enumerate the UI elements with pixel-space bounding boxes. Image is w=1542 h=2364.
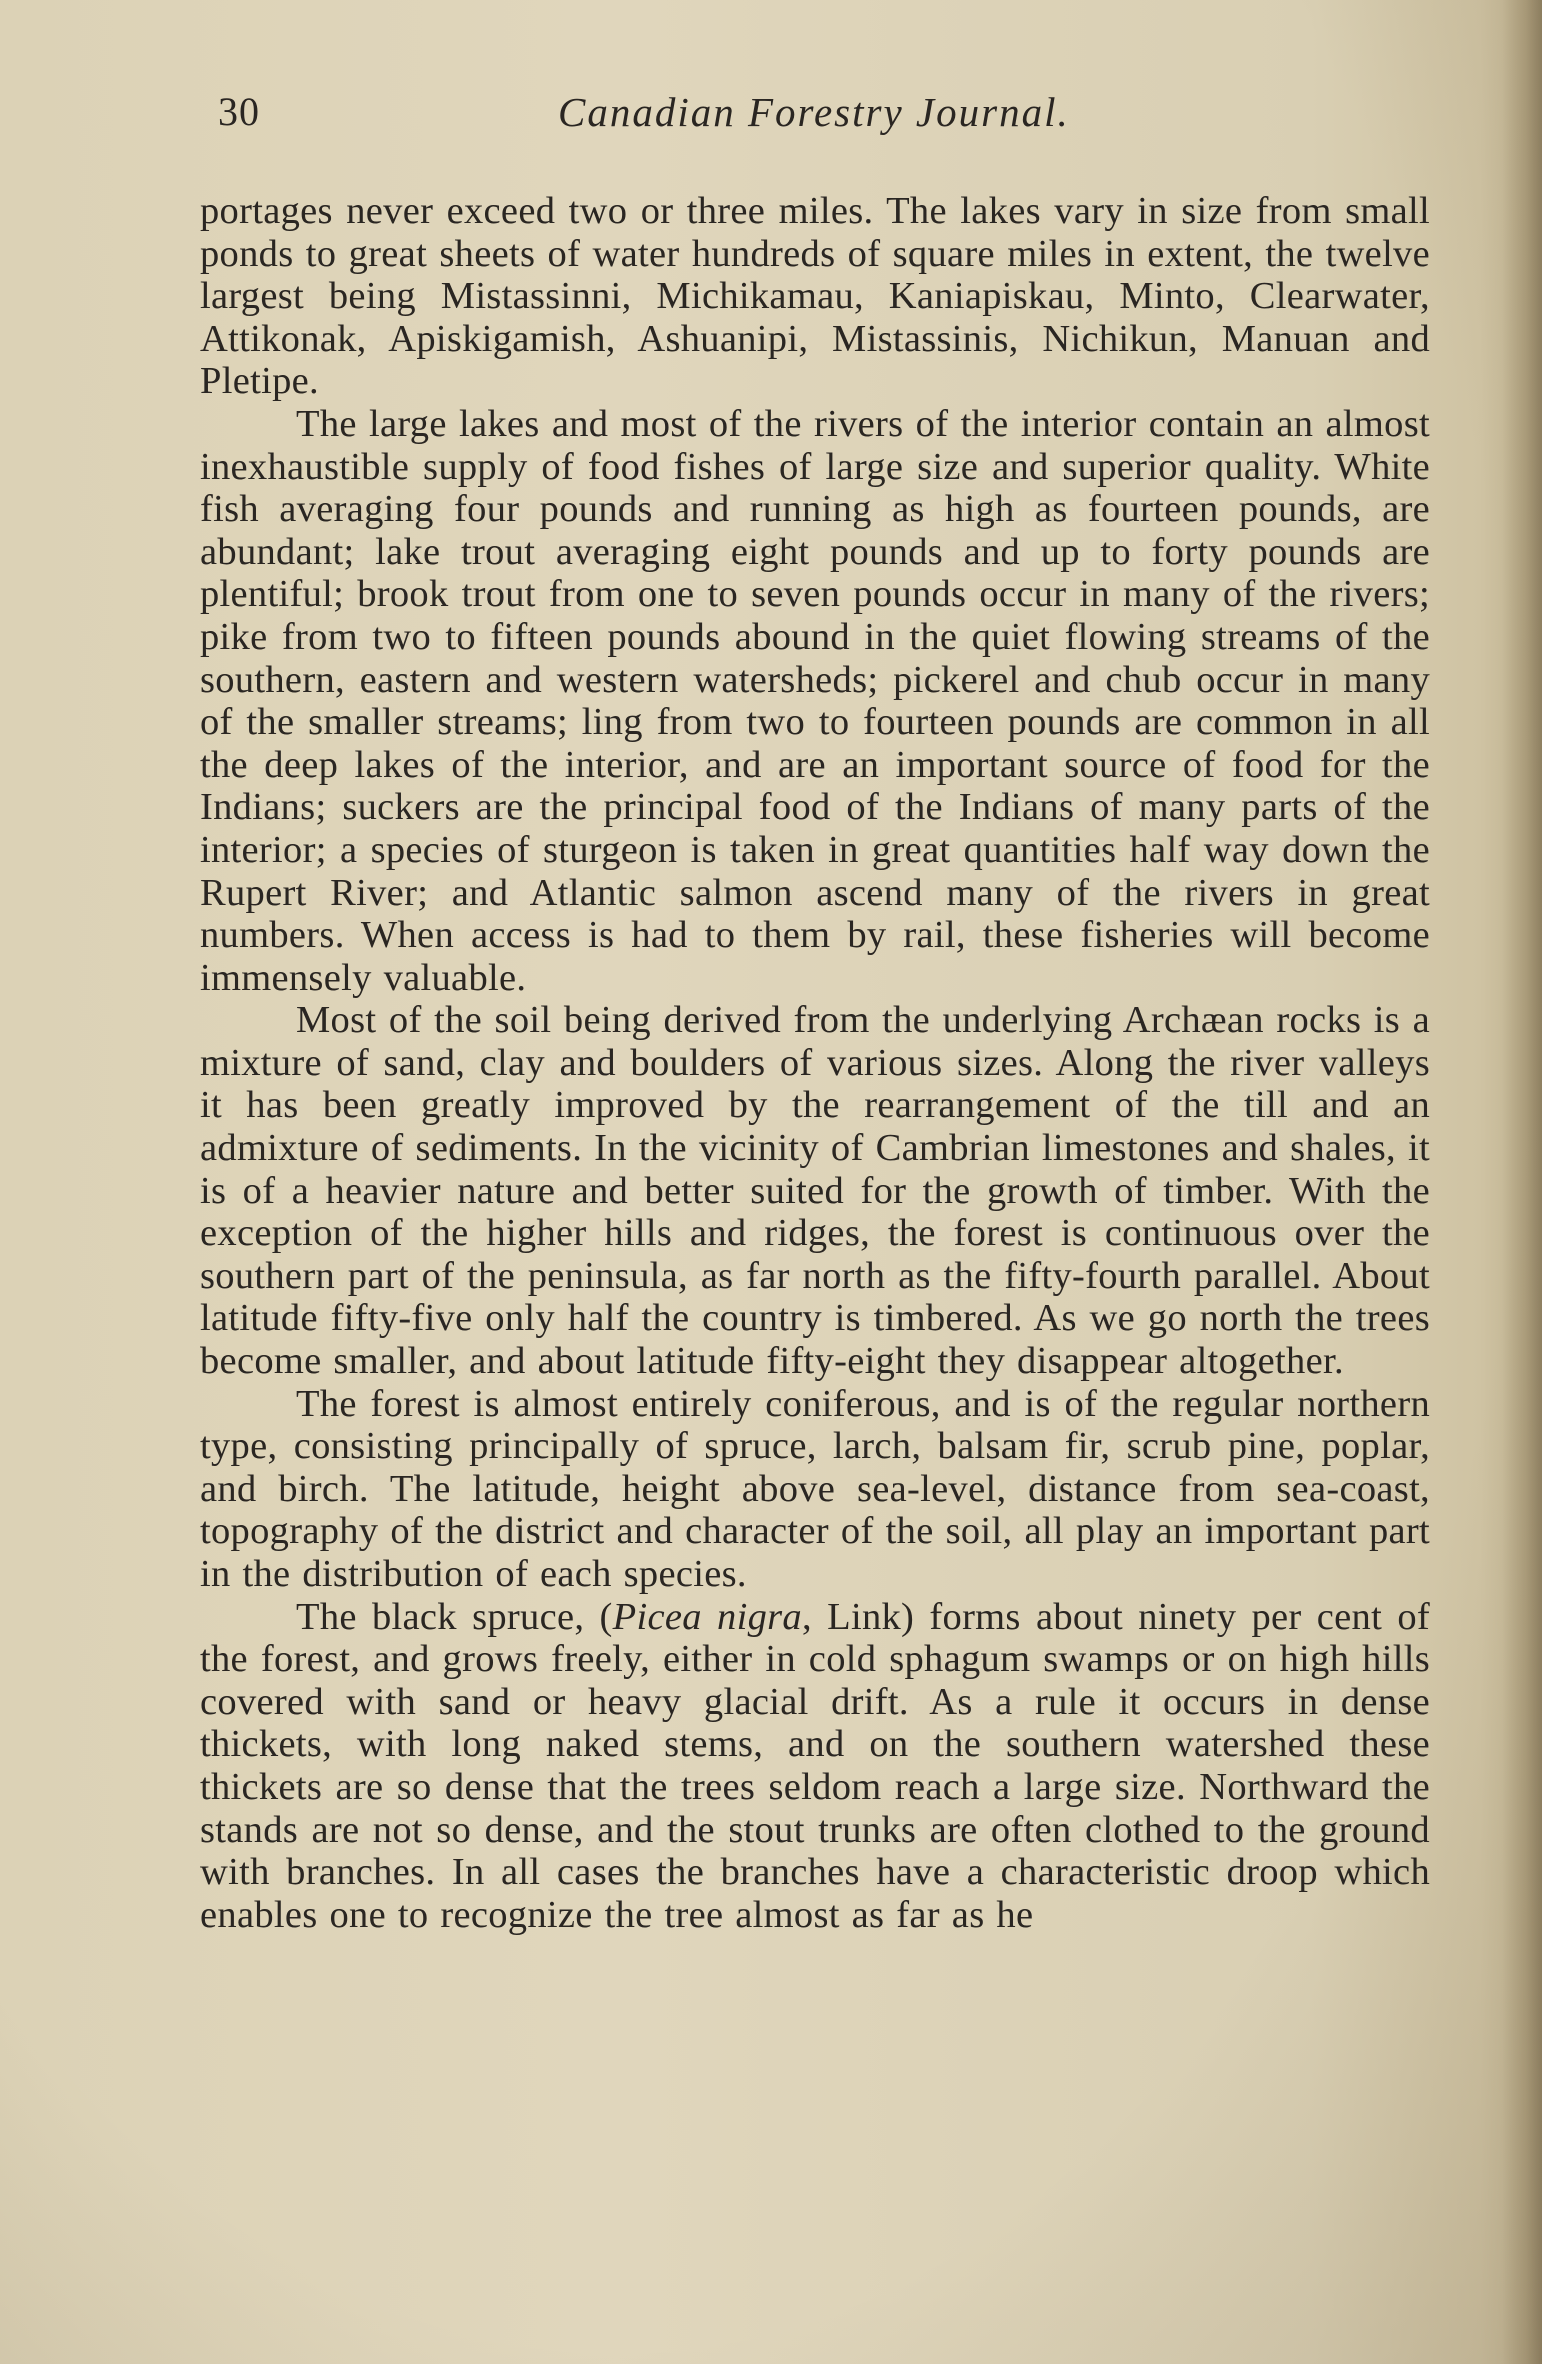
species-name: Picea nigra bbox=[612, 1595, 802, 1638]
paragraph-fishes: The large lakes and most of the rivers of the interior contain an almost inexhaustible supply of food fishes of large size and superior quality. White fish averaging four pounds and running as high as fourteen pounds, are abundant; lake trout averaging eight pounds and up to forty pounds are plentiful; brook trout from one to seven pounds occur in many of the rivers; pike from two to fifteen pounds abound in the quiet flowing streams of the southern, eastern and western watersheds; pickerel and chub occur in many of the smaller streams; ling from two to fourteen pounds are common in all the deep lakes of the interior, and are an important source of food for the Indians; suckers are the principal food of the Indians of many parts of the interior; a species of sturgeon is taken in great quantities half way down the Rupert River; and Atlantic salmon ascend many of the rivers in great numbers. When access is had to them by rail, these fisheries will become immensely valuable. bbox=[200, 402, 1430, 999]
paragraph-black-spruce bbox=[200, 1596, 1430, 1937]
page-number: 30 bbox=[218, 89, 260, 134]
article-body bbox=[200, 190, 1430, 1936]
paragraph-forest: The forest is almost entirely coniferous, and is of the regular northern type, consisting principally of spruce, larch, balsam fir, scrub pine, poplar, and birch. The latitude, height above sea-level, distance from sea-coast, topography of the district and character of the soil, all play an important part in the distribution of each species. bbox=[200, 1382, 1430, 1595]
black-spruce-text-end: , Link) forms about ninety per cent of the forest, and grows freely, either in cold sphagum swamps or on high hills covered with sand or heavy glacial drift. As a rule it occurs in dense thickets, with long naked stems, and on the southern watershed these thickets are so dense that the trees seldom reach a large size. Northward the stands are not so dense, and the stout trunks are often clothed to the ground with branches. In all cases the branches have a characteristic droop which enables one to recognize the tree almost as far as he bbox=[200, 1595, 1430, 1936]
page-edge-shadow bbox=[1502, 0, 1542, 2364]
black-spruce-text-start: The black spruce, ( bbox=[296, 1595, 613, 1638]
page-header bbox=[218, 88, 1418, 148]
paragraph-lakes: portages never exceed two or three miles. The lakes vary in size from small ponds to great sheets of water hundreds of square miles in extent, the twelve largest being Mistassinni, Michikamau, Kaniapiskau, Minto, Clearwater, Attikonak, Apiskigamish, Ashuanipi, Mistassinis, Nichikun, Manuan and Pletipe. bbox=[200, 190, 1430, 403]
paragraph-soil: Most of the soil being derived from the underlying Archæan rocks is a mixture of sand, clay and boulders of various sizes. Along the river valleys it has been greatly improved by the rearrangement of the till and an admixture of sediments. In the vicinity of Cambrian limestones and shales, it is of a heavier nature and better suited for the growth of timber. With the exception of the higher hills and ridges, the forest is continuous over the southern part of the peninsula, as far north as the fifty-fourth parallel. About latitude fifty-five only half the country is timbered. As we go north the trees become smaller, and about latitude fifty-eight they disappear altogether. bbox=[200, 999, 1430, 1383]
running-title: Canadian Forestry Journal. bbox=[558, 89, 1070, 135]
